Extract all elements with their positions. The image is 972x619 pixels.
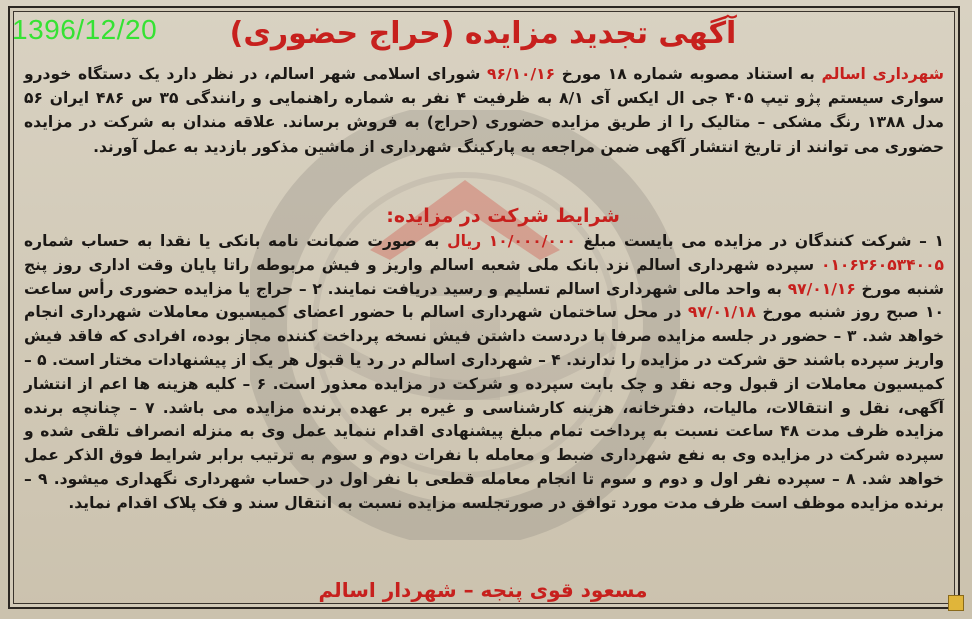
auction-date: ۹۷/۰۱/۱۸ (687, 303, 756, 322)
resolution-date: ۹۶/۱۰/۱۶ (487, 65, 556, 83)
notice-title: آگهی تجدید مزایده (حراج حضوری) (229, 16, 737, 51)
intro-text-1: به استناد مصوبه شماره ۱۸ مورخ (555, 65, 822, 83)
date-stamp: 1396/12/20 (12, 14, 158, 45)
signature: مسعود قوی پنجه – شهردار اسالم (318, 578, 648, 602)
corner-marker (948, 595, 964, 611)
deposit-deadline-date: ۹۷/۰۱/۱۶ (787, 279, 856, 298)
conditions-title: شرایط شرکت در مزایده: (386, 205, 620, 227)
condition-1-text-c: سپرده شهرداری اسالم نزد بانک ملی شعبه اسالم واریز و فیش مربوطه راتا پایان وقت اداری روز پنج شنبه مورخ (24, 255, 945, 298)
conditions-paragraph (24, 230, 944, 516)
municipality-name: شهرداری اسالم (821, 65, 944, 83)
intro-paragraph (24, 62, 944, 159)
conditions-rest-text: در محل ساختمان شهرداری اسالم با حضور اعضای کمیسیون معاملات شهرداری انجام خواهد شد. ۳ – حضور در جلسه مزایده صرفا با دردست داشتن فیش نسخه پرداخت کننده مجاز بوده، افرادی که فاقد فیش واریز سپرده باشند حق شرکت در مزایده را ندارند. ۴ – شهرداری اسالم در رد یا قبول هر یک از پیشنهادات مختار است. ۵ – کمیسیون معاملات از قبول وجه نقد و چک بابت سپرده و شرکت در مزایده معذور است. ۶ – کلیه هزینه ها اعم از انتشار آگهی، نقل و انتقالات، مالیات، دفترخانه، هزینه کارشناسی و غیره بر عهده برنده مزایده می باشد. ۷ – چنانچه برنده مزایده ظرف مدت ۴۸ ساعت نسبت به پرداخت تمام مبلغ پیشنهادی اقدام ننماید عمل وی به منزله انصراف تلقی شده و سپرده شرکت در مزایده وی به نفع شهرداری ضبط و معامله با نفرات دوم و سوم به ترتیب برابر شرایط فوق الذکر عمل خواهد شد. ۸ – سپرده نفر اول و دوم و سوم تا انجام معامله قطعی با نفر اول در حساب شهرداری نگهداری میشود. ۹ – برنده مزایده موظف است ظرف مدت مورد توافق در صورتجلسه مزایده نسبت به انتقال سند و فک پلاک اقدام نماید. (24, 303, 944, 512)
deposit-amount: ۱۰/۰۰۰/۰۰۰ ریال (447, 232, 576, 250)
intro-text-2: شورای اسلامی شهر اسالم، در نظر دارد یک دستگاه خودرو سواری سیستم پژو تیپ ۴۰۵ جی ال ایکس آی ۸/۱ به ظرفیت ۴ نفر به شماره راهنمایی و رانندگی ۳۵ س ۴۸۶ ایران ۵۶ مدل ۱۳۸۸ رنگ مشکی – متالیک را از طریق مزایده حضوری (حراج) به فروش برساند. علاقه مندان به شرکت در مزایده حضوری می توانند از تاریخ انتشار آگهی ضمن مراجعه به پارکینگ شهرداری از ماشین مذکور بازدید به عمل آورند. (24, 65, 944, 156)
condition-1-text-d: به واحد مالی شهرداری اسالم تسلیم و رسید دریافت نمایند. ۲ – حراج یا مزایده حضوری رأس ساعت ۱۰ صبح روز شنبه مورخ (24, 279, 944, 322)
condition-1-text-a: ۱ – شرکت کنندگان در مزایده می بایست مبلغ (575, 232, 944, 250)
notice-content (16, 14, 950, 604)
account-number: ۰۱۰۶۲۶۰۵۳۴۰۰۵ (821, 255, 944, 274)
condition-1-text-b: به صورت ضمانت نامه بانکی یا نقدا به حساب شماره (24, 232, 448, 250)
